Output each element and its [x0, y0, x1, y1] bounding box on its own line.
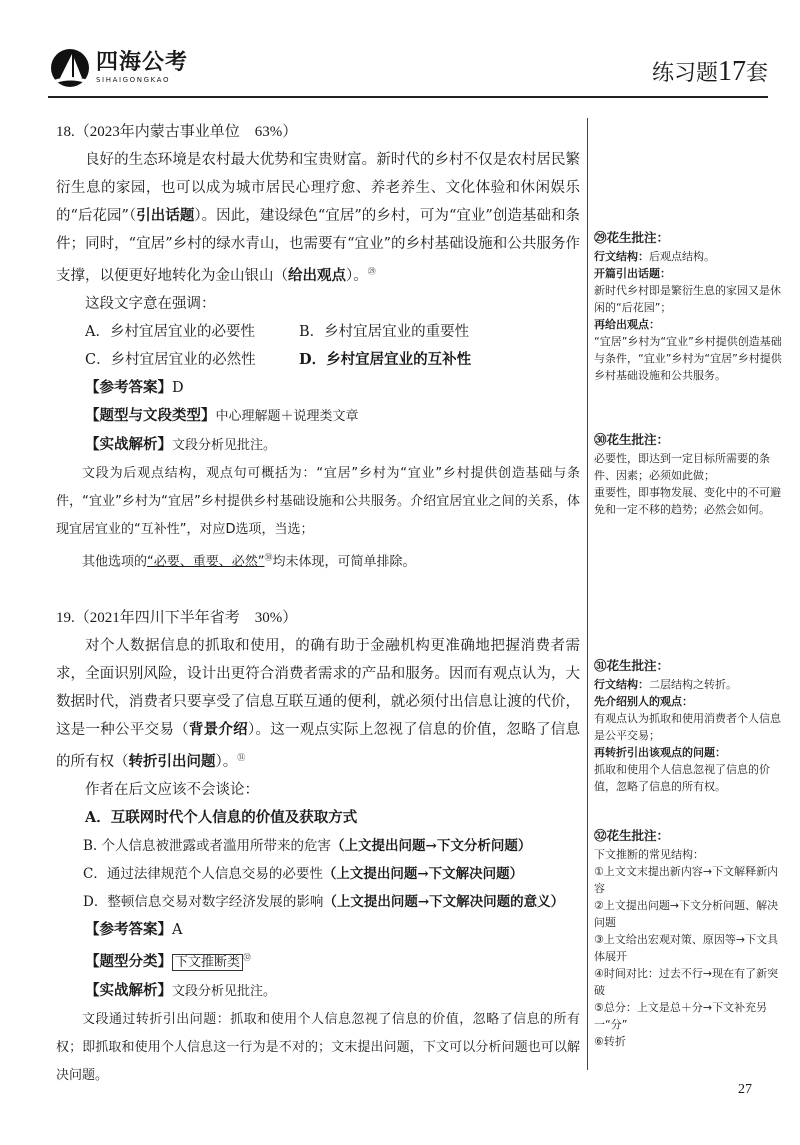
q19-stem: 作者在后文应该不会谈论： [85, 781, 259, 798]
q18-type: 【题型与文段类型】中心理解题＋说理类文章 [85, 406, 359, 424]
set-number: 17 [717, 56, 746, 87]
page-number: 27 [738, 1082, 752, 1097]
q18-analysis-text-2: 其他选项的“必要、重要、必然”$^㉚$均未体现，可简单排除。 [82, 552, 416, 570]
q19-option-a[interactable]: A．互联网时代个人信息的价值及获取方式 [85, 808, 358, 826]
side-note-32-item: ④时间对比：过去不行→现在有了新突破 [594, 967, 779, 997]
header-rule [48, 96, 768, 98]
sailboat-logo-icon [48, 48, 92, 88]
side-note-30: ㉚花生批注： 必要性，即达到一定目标所需要的条件、因素；必须如此做； 重要性，即事物发展、变化中的不可避免和一定不移的趋势；必然会如何。 [594, 430, 784, 518]
set-title [652, 56, 768, 88]
side-note-32: ㉜花生批注： 下文推断的常见结构： ①上文文末提出新内容→下文解释新内容 ②上文提出问题→下文分析问题、解决问题 ③上文给出宏观对策、原因等→下文具体展开 ④时间对比：过去不行→现在有了新突破 ⑤总分：上文是总＋分→下文补充另一“分” ⑥转折 [594, 826, 784, 1050]
side-note-32-title: ㉜花生批注： [594, 828, 670, 843]
q19-option-b[interactable]: B. 个人信息被泄露或者滥用所带来的危害（上文提出问题→下文分析问题） [83, 837, 532, 854]
side-note-32-item: ①上文文末提出新内容→下文解释新内容 [594, 865, 779, 895]
main-content [56, 118, 580, 1090]
q19-passage: 对个人数据信息的抓取和使用，的确有助于金融机构更准确地把握消费者需求，全面识别风险，设计出更符合消费者需求的产品和服务。因而有观点认为，大数据时代，消费者只要享受了信息互联互通的便利，就必须付出信息让渡的代价，这是一种公平交易（背景介绍）。这一观点实际上忽视了信息的价值，忽略了信息的所有权（转折引出问题）。$^㉛$ [56, 638, 581, 770]
q19-answer: 【参考答案】A [85, 920, 183, 938]
side-note-32-item: ⑤总分：上文是总＋分→下文补充另一“分” [594, 1001, 768, 1031]
side-note-32-item: ⑥转折 [594, 1035, 626, 1048]
q18-answer: 【参考答案】D [85, 378, 184, 396]
q19-analysis-text: 文段通过转折引出问题：抓取和使用个人信息忽视了信息的价值，忽略了信息的所有权；即抓取和使用个人信息这一行为是不对的；文末提出问题，下文可以分析问题也可以解决问题。 [56, 1011, 580, 1083]
logo-english-text: SIHAIGONGKAO [96, 76, 171, 84]
q18-heading: 18.（2023年内蒙古事业单位 63%） [56, 124, 298, 140]
q18-passage: 良好的生态环境是农村最大优势和宝贵财富。新时代的乡村不仅是农村居民繁衍生息的家园，也可以成为城市居民心理疗愈、养老养生、文化体验和休闲娱乐的“后花园”（引出话题）。因此，建设绿色“宜居”的乡村，可为“宜业”创造基础和条件；同时，“宜居”乡村的绿水青山，也需要有“宜业”的乡村基础设施和公共服务作支撑，以便更好地转化为金山银山（给出观点）。$^㉙$ [56, 152, 581, 284]
side-note-32-item: ③上文给出宏观对策、原因等→下文具体展开 [594, 933, 779, 963]
q19-type: 【题型分类】 下文推断类 $^㉜$ [85, 952, 252, 970]
q18-analysis-label: 【实战解析】文段分析见批注。 [85, 435, 277, 453]
side-note-30-title: ㉚花生批注： [594, 432, 670, 447]
side-note-31-title: ㉛花生批注： [594, 658, 670, 673]
q18-options-row1 [56, 318, 580, 346]
q18-option-d[interactable]: D．乡村宜居宜业的互补性 [299, 350, 472, 368]
q19-option-d[interactable]: D．整顿信息交易对数字经济发展的影响（上文提出问题→下文解决问题的意义） [83, 893, 565, 910]
page-header [48, 40, 768, 100]
q18-stem: 这段文字意在强调： [85, 295, 216, 312]
set-unit: 套 [745, 61, 768, 86]
q18-options-row2 [56, 346, 580, 374]
q18-option-a[interactable]: A．乡村宜居宜业的必要性 [85, 323, 255, 340]
side-note-31: ㉛花生批注： 行文结构：二层结构之转折。 先介绍别人的观点： 有观点认为抓取和使用消费者个人信息是公平交易； 再转折引出该观点的问题： 抓取和使用个人信息忽视了信息的价值，忽略了信息的所有权。 [594, 656, 784, 795]
logo [48, 48, 188, 88]
side-note-32-item: ②上文提出问题→下文分析问题、解决问题 [594, 899, 779, 929]
q19-analysis-label: 【实战解析】文段分析见批注。 [85, 981, 277, 999]
q18-analysis-text: 文段为后观点结构，观点句可概括为：“宜居”乡村为“宜业”乡村提供创造基础与条件，“宜业”乡村为“宜居”乡村提供乡村基础设施和公共服务。介绍宜居宜业之间的关系，体现宜居宜业的“互补性”，对应D选项，当选； [56, 465, 580, 537]
q19-option-c[interactable]: C．通过法律规范个人信息交易的必要性（上文提出问题→下文解决问题） [83, 865, 524, 882]
side-note-29-title: ㉙花生批注： [594, 230, 670, 245]
set-title-label: 练习题 [651, 61, 718, 86]
q19-heading: 19.（2021年四川下半年省考 30%） [56, 610, 298, 627]
side-note-29: ㉙花生批注： 行文结构：后观点结构。 开篇引出话题： 新时代乡村即是繁衍生息的家园又是休闲的“后花园”； 再给出观点： “宜居”乡村为“宜业”乡村提供创造基础与条件，“宜业”乡村为“宜居”乡村提供乡村基础设施和公共服务。 [594, 228, 784, 384]
margin-divider [587, 118, 588, 1070]
logo-chinese-text: 四海公考 [96, 50, 189, 75]
q18-option-c[interactable]: C．乡村宜居宜业的必然性 [85, 351, 256, 368]
q18-option-b[interactable]: B．乡村宜居宜业的重要性 [299, 323, 470, 340]
